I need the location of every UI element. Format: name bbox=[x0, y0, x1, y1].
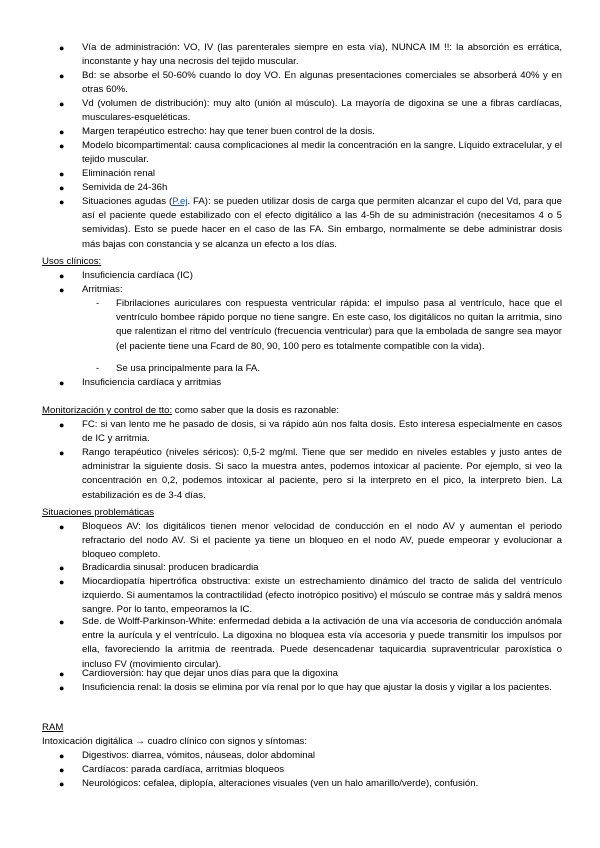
section-heading: Monitorización y control de tto: como saber que la dosis es razonable: bbox=[42, 405, 340, 416]
list-item bbox=[42, 667, 562, 681]
list-item-text: Semivida de 24-36h bbox=[82, 182, 168, 193]
section-heading: Situaciones problemáticas bbox=[42, 507, 154, 518]
list-item-text: Situaciones agudas ( bbox=[82, 196, 173, 207]
list-item bbox=[42, 749, 562, 763]
list-item-text: Vía de administración: VO, IV (las parenterales siempre en esta vía), NUNCA IM !!: la absorción es errática, inconstante y hay una necrosis del tejido muscular. bbox=[82, 42, 562, 68]
list-item bbox=[42, 139, 562, 167]
list-item bbox=[42, 561, 562, 575]
bullet-icon: ● bbox=[59, 669, 65, 679]
list-item-text: . FA): se pueden utilizar dosis de carga que permiten alcanzar el cupo del Vd, para que así el paciente quede estabilizado con el efecto digitálico a las 4-5h de su administración (necesitamos 4 o 5 semividas). Esto se puede hacer en el caso de las FA. Sin embargo, normalmente se debe administrar dosis más bajas con constancia y se alcanza un efecto a los días. bbox=[82, 196, 562, 250]
bullet-icon: ● bbox=[59, 271, 65, 281]
list-item bbox=[42, 575, 562, 618]
list-item bbox=[42, 97, 562, 125]
list-item-text: Se usa principalmente para la FA. bbox=[116, 363, 260, 374]
bullet-icon: ● bbox=[59, 43, 65, 53]
bullet-icon: ● bbox=[59, 779, 65, 789]
example-link[interactable]: P.ej bbox=[172, 196, 188, 207]
list-item-text: Arritmias: bbox=[82, 284, 123, 295]
sub-list-item bbox=[74, 297, 562, 354]
list-item-text: Cardíacos: parada cardíaca, arritmias bloqueos bbox=[82, 764, 285, 775]
list-item bbox=[42, 41, 562, 69]
list-item-text: Neurológicos: cefalea, diplopía, alteraciones visuales (ven un halo amarillo/verde), confusión. bbox=[82, 778, 479, 789]
list-item-text: Bloqueos AV: los digitálicos tienen menor velocidad de conducción en el nodo AV y aumentan el periodo refractario del nodo AV. Si el paciente ya tiene un bloqueo en el nodo AV, puede empeorar y evolucionar a bloqueo completo. bbox=[82, 521, 562, 561]
list-item bbox=[42, 777, 562, 791]
list-item-text: Digestivos: diarrea, vómitos, náuseas, dolor abdominal bbox=[82, 750, 316, 761]
bullet-icon: ● bbox=[59, 765, 65, 775]
dash-icon: - bbox=[96, 298, 100, 309]
bullet-icon: ● bbox=[59, 99, 65, 109]
list-item bbox=[42, 520, 562, 563]
bullet-icon: ● bbox=[59, 683, 65, 693]
list-item bbox=[42, 167, 562, 181]
bullet-icon: ● bbox=[59, 617, 65, 627]
list-item bbox=[42, 125, 562, 139]
list-item-text: Sde. de Wolff-Parkinson-White: enfermedad debida a la activación de una vía accesoria de conducción anómala entre la aurícula y el ventrículo. La digoxina no bloquea esta vía accesoria y puede transmitir los impulsos por ella, favoreciendo la arritmia de reentrada. Puede desencadenar taquicardia supraventricular paroxística o incluso FV (movimiento circular). bbox=[82, 616, 562, 670]
bullet-icon: ● bbox=[59, 563, 65, 573]
bullet-icon: ● bbox=[59, 285, 65, 295]
list-item bbox=[42, 69, 562, 97]
section-heading: Usos clínicos: bbox=[42, 256, 102, 267]
bullet-icon: ● bbox=[59, 448, 65, 458]
bullet-icon: ● bbox=[59, 197, 65, 207]
list-item bbox=[42, 195, 562, 252]
bullet-icon: ● bbox=[59, 378, 65, 388]
dash-icon: - bbox=[96, 363, 100, 374]
list-item-text: Insuficiencia cardíaca y arritmias bbox=[82, 377, 222, 388]
bullet-icon: ● bbox=[59, 71, 65, 81]
list-item-text: Bd: se absorbe el 50-60% cuando lo doy VO. En algunas presentaciones comerciales se absorberá 40% y en otras 60%. bbox=[82, 70, 562, 96]
list-item-text: Cardioversión: hay que dejar unos días para que la digoxina bbox=[82, 668, 339, 679]
bullet-icon: ● bbox=[59, 127, 65, 137]
list-item-text: Vd (volumen de distribución): muy alto (unión al músculo). La mayoría de digoxina se une a fibras cardíacas, musculares-esqueléticas. bbox=[82, 98, 562, 124]
ram-intro: Intoxicación digitálica → cuadro clínico con signos y síntomas: bbox=[42, 736, 308, 747]
bullet-icon: ● bbox=[59, 522, 65, 532]
list-item bbox=[42, 181, 562, 195]
list-item bbox=[42, 376, 562, 390]
list-item-text: FC: si van lento me he pasado de dosis, si va rápido aún nos falta dosis. Esto interesa especialmente en casos de IC y arritmia. bbox=[82, 419, 562, 445]
list-item-text: Bradicardia sinusal: producen bradicardia bbox=[82, 562, 259, 573]
bullet-icon: ● bbox=[59, 751, 65, 761]
list-item bbox=[42, 681, 562, 695]
list-item-text: Rango terapéutico (niveles séricos): 0,5-2 mg/ml. Tiene que ser medido en niveles estables y justo antes de administrar la siguiente dosis. Si saco la muestra antes, podemos intoxicar al paciente. Por ejemplo, si veo la concentración en 0,2, podemos intoxicar al paciente, pero si la interpreto en el pico, la interpreto bien. La estabilización es de 3-4 días. bbox=[82, 447, 562, 501]
list-item bbox=[42, 763, 562, 777]
list-item bbox=[42, 283, 562, 297]
list-item bbox=[42, 446, 562, 503]
list-item-text: Insuficiencia renal: la dosis se elimina por vía renal por lo que hay que ajustar la dosis y vigilar a los pacientes. bbox=[82, 682, 552, 693]
bullet-icon: ● bbox=[59, 420, 65, 430]
list-item bbox=[42, 615, 562, 672]
bullet-icon: ● bbox=[59, 141, 65, 151]
bullet-icon: ● bbox=[59, 577, 65, 587]
list-item bbox=[42, 418, 562, 446]
list-item-text: Eliminación renal bbox=[82, 168, 156, 179]
bullet-icon: ● bbox=[59, 169, 65, 179]
list-item-text: Modelo bicompartimental: causa complicaciones al medir la concentración en la sangre. Líquido extracelular, y el tejido muscular. bbox=[82, 140, 562, 166]
list-item-text: Insuficiencia cardíaca (IC) bbox=[82, 270, 193, 281]
sub-list-item bbox=[74, 362, 562, 376]
section-heading: RAM bbox=[42, 722, 64, 733]
list-item-text: Fibrilaciones auriculares con respuesta ventricular rápida: el impulso pasa al ventrículo, hace que el ventrículo bombee rápido porque no tiene sangre. En este caso, los digitálicos no quitan la arritmia, sino que ralentizan el ritmo del ventrículo (frecuencia ventricular) para que la embolada de sangre sea mayor (el paciente tiene una Fcard de 80, 90, 100 pero es totalmente compatible con la vida). bbox=[116, 298, 562, 352]
list-item bbox=[42, 269, 562, 283]
list-item-text: Margen terapéutico estrecho: hay que tener buen control de la dosis. bbox=[82, 126, 375, 137]
list-item-text: Miocardiopatía hipertrófica obstructiva: existe un estrechamiento dinámico del tracto de salida del ventrículo izquierdo. Si aumentamos la contractilidad (efecto inotrópico positivo) el músculo se contrae más y saldrá menos sangre. Por lo tanto, empeoramos la IC. bbox=[82, 576, 562, 616]
bullet-icon: ● bbox=[59, 183, 65, 193]
